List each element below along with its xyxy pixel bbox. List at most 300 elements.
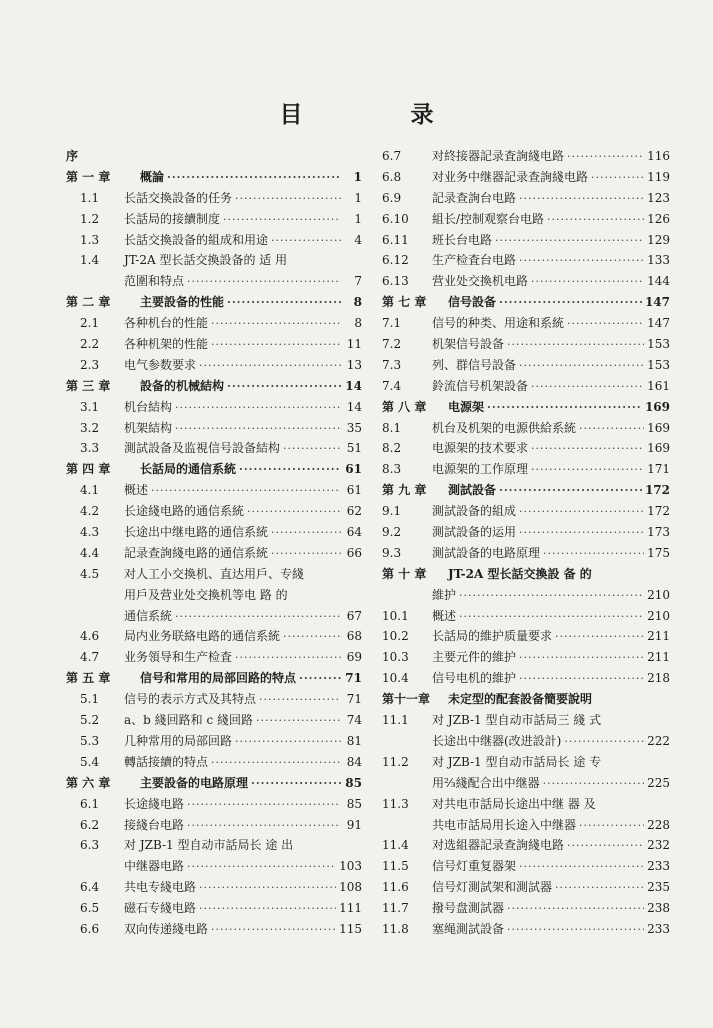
toc-left-column xyxy=(66,146,362,940)
entry-page-number: 119 xyxy=(647,169,670,184)
toc-entry xyxy=(66,731,362,752)
entry-page-number: 85 xyxy=(346,796,362,811)
entry-number: 第 三 章 xyxy=(66,378,111,393)
entry-title: 記录查詢綫电路的通信系統 xyxy=(124,545,269,560)
entry-number: 11.6 xyxy=(382,880,409,895)
dot-leader xyxy=(507,899,644,920)
entry-number: 4.2 xyxy=(80,504,100,519)
toc-entry xyxy=(66,480,362,501)
entry-page-number: 14 xyxy=(345,378,362,393)
entry-title: 中继器电路 xyxy=(124,859,185,874)
entry-page-number: 169 xyxy=(647,441,670,456)
page-title: 目 录 xyxy=(279,101,484,128)
entry-title: 电源架的技术要求 xyxy=(432,441,529,456)
toc-entry xyxy=(66,418,362,439)
entry-number: 3.1 xyxy=(80,399,100,414)
toc-entry xyxy=(66,647,362,668)
entry-title: 对 JZB-1 型自动市話局三 綫 式 xyxy=(432,713,602,728)
toc-entry xyxy=(382,334,670,355)
entry-number: 11.8 xyxy=(382,921,409,936)
entry-number: 7.2 xyxy=(382,337,402,352)
entry-page-number: 173 xyxy=(647,525,670,540)
dot-leader xyxy=(235,732,341,753)
entry-page-number: 144 xyxy=(647,274,670,289)
entry-number: 6.9 xyxy=(382,190,402,205)
toc-chapter-entry xyxy=(382,564,670,585)
dot-leader xyxy=(259,690,341,711)
dot-leader xyxy=(519,189,644,210)
entry-title: 长途出中继器(改进設計) xyxy=(432,733,562,748)
dot-leader xyxy=(211,753,341,774)
entry-page-number: 218 xyxy=(647,671,670,686)
entry-title: 用⅔綫配合出中继器 xyxy=(432,775,540,790)
entry-number: 6.2 xyxy=(80,817,100,832)
entry-page-number: 129 xyxy=(647,232,670,247)
entry-title: 撥号盘測試器 xyxy=(432,901,505,916)
entry-page-number: 69 xyxy=(346,650,362,665)
toc-chapter-entry xyxy=(382,397,670,418)
entry-title: 机架結构 xyxy=(124,420,173,435)
entry-page-number: 108 xyxy=(339,880,362,895)
entry-title: 記录查詢台电路 xyxy=(432,190,517,205)
dot-leader xyxy=(167,168,341,189)
entry-page-number: 233 xyxy=(647,859,670,874)
entry-title: 概述 xyxy=(432,608,457,623)
dot-leader xyxy=(239,460,341,481)
entry-number: 6.7 xyxy=(382,149,402,163)
entry-page-number: 126 xyxy=(647,211,670,226)
dot-leader xyxy=(564,732,644,753)
entry-number: 7.3 xyxy=(382,357,402,372)
entry-title: 測試設备的运用 xyxy=(432,525,517,540)
toc-entry xyxy=(382,898,670,919)
entry-title: 对选組器記录查詢綫电路 xyxy=(432,838,565,853)
entry-page-number: 8 xyxy=(353,295,362,310)
dot-leader xyxy=(227,293,341,314)
toc-chapter-entry xyxy=(66,292,362,313)
entry-title: 磁石专綫电路 xyxy=(124,901,197,916)
entry-page-number: 111 xyxy=(339,901,362,916)
toc-entry xyxy=(66,564,362,585)
toc-entry xyxy=(66,919,362,940)
entry-number: 10.4 xyxy=(382,671,409,686)
dot-leader xyxy=(235,648,341,669)
dot-leader xyxy=(175,607,341,628)
entry-title: 信号的表示方式及其特点 xyxy=(124,692,257,707)
entry-title: 主要設备的性能 xyxy=(140,295,225,310)
entry-page-number: 35 xyxy=(346,420,362,435)
dot-leader xyxy=(519,648,644,669)
entry-title: 长話局的維护质量要求 xyxy=(432,629,553,644)
entry-page-number: 68 xyxy=(346,629,362,644)
toc-entry xyxy=(382,188,670,209)
toc-entry xyxy=(382,919,670,940)
dot-leader xyxy=(299,669,341,690)
entry-page-number: 71 xyxy=(346,692,362,707)
dot-leader xyxy=(547,210,644,231)
dot-leader xyxy=(199,899,336,920)
toc-chapter-entry xyxy=(382,292,670,313)
entry-number: 第 二 章 xyxy=(66,295,111,310)
dot-leader xyxy=(247,502,341,523)
dot-leader xyxy=(543,544,644,565)
toc-entry xyxy=(382,877,670,898)
entry-title: 局内业务联絡电路的通信系統 xyxy=(124,629,281,644)
dot-leader xyxy=(567,836,644,857)
dot-leader xyxy=(531,460,644,481)
entry-number: 第 一 章 xyxy=(66,169,111,184)
entry-page-number: 228 xyxy=(647,817,670,832)
toc-entry xyxy=(382,522,670,543)
toc-entry xyxy=(382,230,670,251)
entry-number: 8.3 xyxy=(382,462,402,477)
entry-page-number: 175 xyxy=(647,545,670,560)
toc-entry xyxy=(66,606,362,627)
entry-title: 主要元件的維护 xyxy=(432,650,517,665)
entry-title: 对人工小交換机、直达用戶、专綫 xyxy=(124,566,305,581)
dot-leader xyxy=(211,335,341,356)
entry-title: a、b 綫回路和 c 綫回路 xyxy=(124,713,254,728)
entry-title: 維护 xyxy=(432,587,457,602)
entry-page-number: 7 xyxy=(354,274,362,289)
dot-leader xyxy=(187,816,341,837)
entry-page-number: 133 xyxy=(647,253,670,268)
entry-page-number: 1 xyxy=(354,211,362,226)
dot-leader xyxy=(591,168,644,189)
entry-number: 5.2 xyxy=(80,713,100,728)
entry-number: 10.1 xyxy=(382,608,409,623)
entry-page-number: 85 xyxy=(345,775,362,790)
entry-number: 7.1 xyxy=(382,316,402,331)
entry-number: 第 四 章 xyxy=(66,462,111,477)
toc-entry xyxy=(66,250,362,271)
dot-leader xyxy=(531,272,644,293)
entry-number: 9.2 xyxy=(382,525,402,540)
dot-leader xyxy=(499,481,642,502)
dot-leader xyxy=(519,523,644,544)
entry-title: 主要設备的电路原理 xyxy=(140,775,249,790)
dot-leader xyxy=(459,607,644,628)
entry-title: 組长/控制观察台电路 xyxy=(432,211,545,226)
entry-page-number: 211 xyxy=(647,629,670,644)
entry-title: 长途出中继电路的通信系統 xyxy=(124,525,269,540)
entry-number: 5.4 xyxy=(80,754,100,769)
entry-page-number: 238 xyxy=(647,901,670,916)
entry-number: 11.7 xyxy=(382,901,409,916)
entry-title: 几种常用的局部回路 xyxy=(124,733,233,748)
entry-page-number: 147 xyxy=(647,316,670,331)
entry-title: 长途綫电路的通信系統 xyxy=(124,504,245,519)
dot-leader xyxy=(459,586,644,607)
entry-title: 对終接器記录査詢綫电路 xyxy=(432,149,565,163)
entry-title: 轉話接續的特点 xyxy=(124,754,209,769)
entry-number: 10.3 xyxy=(382,650,409,665)
entry-page-number: 61 xyxy=(346,483,362,498)
entry-number: 7.4 xyxy=(382,378,402,393)
toc-entry xyxy=(66,209,362,230)
entry-title: 长話交換設备的組成和用途 xyxy=(124,232,269,247)
dot-leader xyxy=(199,356,341,377)
entry-page-number: 71 xyxy=(345,671,362,686)
toc-entry xyxy=(382,418,670,439)
dot-leader xyxy=(555,878,644,899)
entry-title: 測試設备的电路原理 xyxy=(432,545,541,560)
toc-entry xyxy=(66,794,362,815)
entry-title: 測試設备的組成 xyxy=(432,504,517,519)
entry-number: 6.10 xyxy=(382,211,409,226)
toc-entry xyxy=(382,668,670,689)
dot-leader xyxy=(187,272,341,293)
entry-page-number: 115 xyxy=(339,921,362,936)
entry-number: 2.2 xyxy=(80,337,100,352)
entry-title: 范圍和特点 xyxy=(124,274,185,289)
dot-leader xyxy=(235,189,341,210)
dot-leader xyxy=(211,314,341,335)
toc-chapter-entry xyxy=(66,167,362,188)
toc-chapter-entry xyxy=(66,376,362,397)
entry-page-number: 116 xyxy=(647,149,670,163)
entry-number: 6.12 xyxy=(382,253,409,268)
entry-title: 信号电机的維护 xyxy=(432,671,517,686)
toc-entry xyxy=(382,459,670,480)
entry-title: 列、群信号設备 xyxy=(432,357,517,372)
dot-leader xyxy=(223,210,341,231)
entry-title: 通信系統 xyxy=(124,608,173,623)
toc-chapter-entry xyxy=(382,689,670,710)
entry-title: 共电市話局用长途入中继器 xyxy=(432,817,577,832)
entry-page-number: 84 xyxy=(346,754,362,769)
entry-title: 电源架的工作原理 xyxy=(432,462,529,477)
entry-number: 4.4 xyxy=(80,545,100,560)
dot-leader xyxy=(187,795,341,816)
entry-title: 机台及机架的电源供給系統 xyxy=(432,420,577,435)
toc-entry xyxy=(382,856,670,877)
entry-page-number: 4 xyxy=(354,232,362,247)
entry-number: 6.11 xyxy=(382,232,409,247)
entry-title: 測試設备 xyxy=(448,483,497,498)
dot-leader xyxy=(187,857,336,878)
entry-title: 电气参数要求 xyxy=(124,357,197,372)
entry-page-number: 147 xyxy=(644,295,670,310)
toc-entry xyxy=(66,271,362,292)
toc-entry xyxy=(382,209,670,230)
entry-number: 11.4 xyxy=(382,838,409,853)
dot-leader xyxy=(271,544,341,565)
entry-page-number: 11 xyxy=(346,337,362,352)
toc-entry xyxy=(382,501,670,522)
entry-page-number: 172 xyxy=(644,483,670,498)
dot-leader xyxy=(227,377,341,398)
toc-entry xyxy=(66,188,362,209)
entry-number: 9.3 xyxy=(382,545,402,560)
entry-page-number: 8 xyxy=(354,316,362,331)
entry-title: 概述 xyxy=(124,483,149,498)
dot-leader xyxy=(175,419,341,440)
entry-page-number: 232 xyxy=(647,838,670,853)
toc-entry xyxy=(382,355,670,376)
dot-leader xyxy=(567,147,644,168)
entry-number: 10.2 xyxy=(382,629,409,644)
entry-title: 长話交換設备的任务 xyxy=(124,190,233,205)
dot-leader xyxy=(543,774,644,795)
entry-page-number: 1 xyxy=(353,169,362,184)
toc-entry xyxy=(66,898,362,919)
entry-page-number: 1 xyxy=(354,190,362,205)
entry-number: 3.2 xyxy=(80,420,100,435)
entry-title: 营业处交換机电路 xyxy=(432,274,529,289)
entry-page-number: 103 xyxy=(339,859,362,874)
toc-entry xyxy=(382,731,670,752)
entry-number: 3.3 xyxy=(80,441,100,456)
entry-page-number: 62 xyxy=(346,504,362,519)
toc-chapter-entry xyxy=(382,480,670,501)
entry-page-number: 81 xyxy=(346,733,362,748)
toc-entry xyxy=(66,355,362,376)
entry-page-number: 74 xyxy=(346,713,362,728)
toc-entry xyxy=(66,501,362,522)
entry-title: 鈴流信号机架設备 xyxy=(432,378,529,393)
dot-leader xyxy=(519,502,644,523)
dot-leader xyxy=(271,231,341,252)
dot-leader xyxy=(519,251,644,272)
dot-leader xyxy=(519,669,644,690)
entry-number: 4.1 xyxy=(80,483,100,498)
entry-number: 11.2 xyxy=(382,754,409,769)
toc-entry xyxy=(382,647,670,668)
toc-entry xyxy=(66,689,362,710)
entry-title: 信号灯重复器架 xyxy=(432,859,517,874)
entry-title: 信号設备 xyxy=(448,295,497,310)
entry-title: 信号的种类、用途和系統 xyxy=(432,316,565,331)
entry-number: 6.8 xyxy=(382,169,402,184)
dot-leader xyxy=(519,857,644,878)
dot-leader xyxy=(211,920,336,941)
dot-leader xyxy=(175,398,341,419)
toc-entry xyxy=(66,313,362,334)
entry-title: 各种机架的性能 xyxy=(124,337,209,352)
entry-title: JT-2A 型长話交換設备的 适 用 xyxy=(124,253,288,268)
entry-number: 第 六 章 xyxy=(66,775,111,790)
entry-page-number: 91 xyxy=(346,817,362,832)
entry-title: JT-2A 型长話交換設 备 的 xyxy=(448,566,592,581)
entry-number: 6.13 xyxy=(382,274,409,289)
entry-title: 信号灯測試架和測試器 xyxy=(432,880,553,895)
entry-page-number: 51 xyxy=(346,441,362,456)
dot-leader xyxy=(579,419,644,440)
entry-title: 双向传递綫电路 xyxy=(124,921,209,936)
entry-page-number: 210 xyxy=(647,587,670,602)
dot-leader xyxy=(567,314,644,335)
entry-page-number: 211 xyxy=(647,650,670,665)
entry-title: 用戶及营业处交換机等电 路 的 xyxy=(124,587,288,602)
dot-leader xyxy=(531,377,644,398)
dot-leader xyxy=(283,439,341,460)
toc-entry xyxy=(382,710,670,731)
toc-entry xyxy=(382,376,670,397)
toc-entry xyxy=(66,877,362,898)
entry-number: 第 八 章 xyxy=(382,399,427,414)
entry-number: 第 十 章 xyxy=(382,566,427,581)
entry-title: 电源架 xyxy=(448,399,485,414)
toc-entry xyxy=(382,815,670,836)
entry-number: 第十一章 xyxy=(382,692,431,707)
entry-page-number: 123 xyxy=(647,190,670,205)
toc-entry xyxy=(382,773,670,794)
entry-number: 第 五 章 xyxy=(66,671,111,686)
dot-leader xyxy=(256,711,341,732)
toc-entry xyxy=(382,146,670,167)
toc-entry xyxy=(382,752,670,773)
toc-entry xyxy=(66,397,362,418)
entry-page-number: 169 xyxy=(644,399,670,414)
entry-title: 班长台电路 xyxy=(432,232,493,247)
entry-title: 設备的机械結构 xyxy=(140,378,225,393)
dot-leader xyxy=(251,774,341,795)
toc-entry xyxy=(382,167,670,188)
entry-page-number: 225 xyxy=(647,775,670,790)
toc-right-column xyxy=(382,146,670,940)
toc-entry xyxy=(66,522,362,543)
entry-number: 2.1 xyxy=(80,316,100,331)
dot-leader xyxy=(507,335,644,356)
entry-page-number: 210 xyxy=(647,608,670,623)
entry-number: 5.3 xyxy=(80,733,100,748)
entry-number: 1.2 xyxy=(80,211,100,226)
toc-chapter-entry xyxy=(66,459,362,480)
dot-leader xyxy=(283,627,341,648)
toc-entry xyxy=(382,438,670,459)
toc-entry xyxy=(66,543,362,564)
entry-number: 1.1 xyxy=(80,190,100,205)
entry-page-number: 14 xyxy=(346,399,362,414)
entry-page-number: 233 xyxy=(647,921,670,936)
toc-entry xyxy=(382,626,670,647)
toc-entry xyxy=(382,794,670,815)
dot-leader xyxy=(151,481,341,502)
entry-number: 4.5 xyxy=(80,566,100,581)
entry-number: 8.2 xyxy=(382,441,402,456)
entry-page-number: 13 xyxy=(346,357,362,372)
dot-leader xyxy=(495,231,644,252)
entry-number: 4.6 xyxy=(80,629,100,644)
toc-entry xyxy=(66,835,362,856)
toc-entry xyxy=(66,815,362,836)
entry-title: 接綫台电路 xyxy=(124,817,185,832)
toc-entry xyxy=(382,543,670,564)
toc-entry xyxy=(382,585,670,606)
entry-title: 未定型的配套設备簡要說明 xyxy=(448,692,593,707)
entry-page-number: 153 xyxy=(647,337,670,352)
entry-number: 6.4 xyxy=(80,880,100,895)
toc-entry xyxy=(66,626,362,647)
entry-title: 长途綫电路 xyxy=(124,796,185,811)
entry-title: 塞绳測試設备 xyxy=(432,921,505,936)
toc-entry xyxy=(382,250,670,271)
entry-number: 6.3 xyxy=(80,838,100,853)
entry-page-number: 67 xyxy=(346,608,362,623)
entry-page-number: 235 xyxy=(647,880,670,895)
dot-leader xyxy=(555,627,644,648)
toc-entry xyxy=(66,438,362,459)
toc-entry xyxy=(382,835,670,856)
entry-page-number: 153 xyxy=(647,357,670,372)
toc-entry xyxy=(382,313,670,334)
toc-entry xyxy=(66,752,362,773)
entry-title: 共电专綫电路 xyxy=(124,880,197,895)
entry-page-number: 61 xyxy=(345,462,362,477)
entry-title: 机台結构 xyxy=(124,399,173,414)
entry-title: 对业务中继器記录查詢綫电路 xyxy=(432,169,589,184)
